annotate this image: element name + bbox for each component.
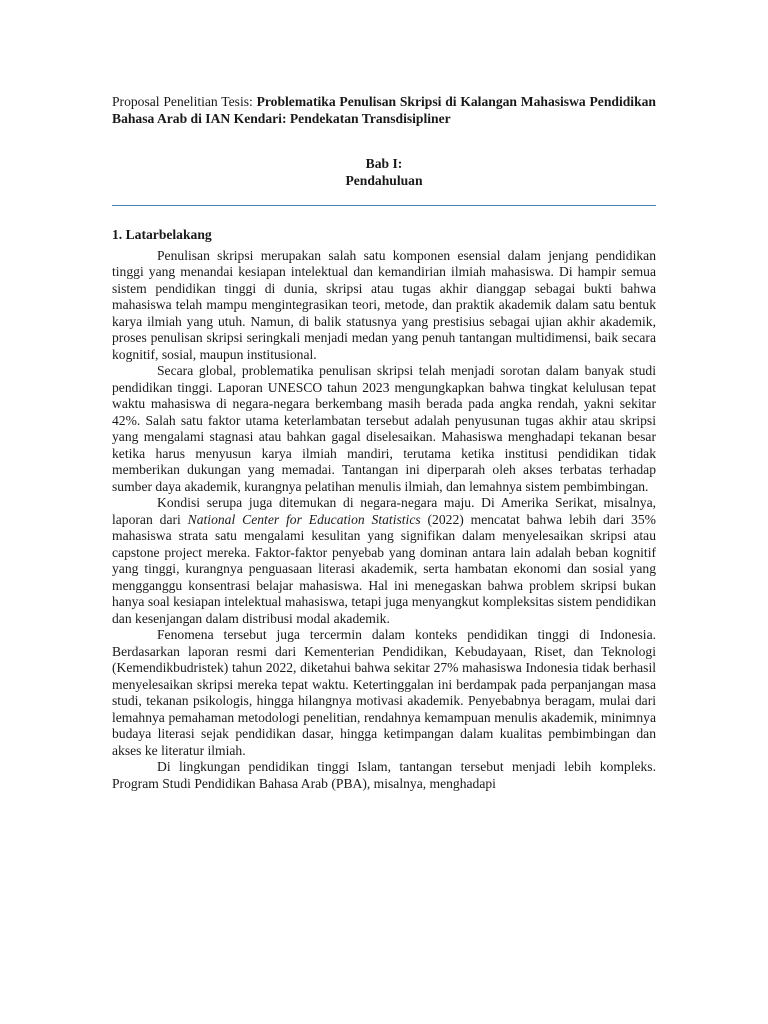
chapter-heading [112, 155, 656, 189]
heading-divider [112, 205, 656, 206]
paragraph-3-source: National Center for Education Statistics [187, 511, 421, 527]
paragraph-3 [112, 495, 656, 627]
paragraph-3-text-b: (2022) mencatat bahwa lebih dari 35% mahasiswa strata satu mengalami kesulitan yang signifikan dalam menyelesaikan skripsi atau capstone project mereka. Faktor-faktor penyebab yang dominan antara lain adalah beban kognitif yang tinggi, kurangnya penguasaan literasi akademik, serta hambatan ekonomi dan sosial yang mengganggu konsentrasi belajar mahasiswa. Hal ini menegaskan bahwa problem skripsi bukan hanya soal kesiapan intelektual mahasiswa, tetapi juga menyangkut kompleksitas sistem pendidikan dan kesenjangan dalam distribusi modal akademik. [112, 511, 656, 626]
paragraph-3-text-a: Kondisi serupa juga ditemukan di negara-negara maju. Di Amerika Serikat, misalnya, laporan dari [112, 495, 656, 527]
section-heading: 1. Latarbelakang [112, 227, 212, 242]
paragraph-1: Penulisan skripsi merupakan salah satu komponen esensial dalam jenjang pendidikan tinggi yang menandai kesiapan intelektual dan kemandirian ilmiah mahasiswa. Di hampir semua sistem pendidikan tinggi di dunia, skripsi atau tugas akhir dianggap sebagai bukti bahwa mahasiswa telah mampu mengintegrasikan teori, metode, dan praktik akademik dalam satu bentuk karya ilmiah yang utuh. Namun, di balik statusnya yang prestisius sebagai ujian akhir akademik, proses penulisan skripsi seringkali menjadi medan yang penuh tantangan multidimensi, baik secara kognitif, sosial, maupun institusional. [112, 247, 656, 362]
document-page [112, 94, 656, 792]
paragraph-5: Di lingkungan pendidikan tinggi Islam, tantangan tersebut menjadi lebih kompleks. Program Studi Pendidikan Bahasa Arab (PBA), misalnya, menghadapi [112, 759, 656, 791]
chapter-number: Bab I: [365, 156, 403, 171]
chapter-name: Pendahuluan [345, 173, 423, 188]
title-main: Problematika Penulisan Skripsi di Kalangan Mahasiswa Pendidikan Bahasa Arab di IAN Kendari: Pendekatan Transdisipliner [112, 94, 656, 126]
paragraph-2: Secara global, problematika penulisan skripsi telah menjadi sorotan dalam banyak studi pendidikan tinggi. Laporan UNESCO tahun 2023 mengungkapkan bahwa tingkat kelulusan tepat waktu mahasiswa di negara-negara berkembang masih berada pada angka rendah, yakni sekitar 42%. Salah satu faktor utama keterlambatan tersebut adalah penyusunan tugas akhir atau skripsi yang mengalami stagnasi atau bahkan gagal diselesaikan. Mahasiswa menghadapi tekanan besar ketika harus menyusun karya ilmiah mandiri, terutama ketika institusi pendidikan tidak memberikan dukungan yang memadai. Tantangan ini diperparah oleh akses terbatas terhadap sumber daya akademik, kurangnya pelatihan menulis ilmiah, dan lemahnya sistem pembimbingan. [112, 363, 656, 494]
proposal-title [112, 94, 656, 127]
title-prefix: Proposal Penelitian Tesis: [112, 94, 257, 109]
paragraph-4: Fenomena tersebut juga tercermin dalam konteks pendidikan tinggi di Indonesia. Berdasarkan laporan resmi dari Kementerian Pendidikan, Kebudayaan, Riset, dan Teknologi (Kemendikbudristek) tahun 2022, diketahui bahwa sekitar 27% mahasiswa Indonesia tidak berhasil menyelesaikan skripsi mereka tepat waktu. Ketertinggalan ini berdampak pada perpanjangan masa studi, tekanan psikologis, hingga hilangnya motivasi akademik. Penyebabnya beragam, mulai dari lemahnya pemahaman metodologi penelitian, rendahnya kemampuan menulis akademik, minimnya budaya literasi sejak pendidikan dasar, hingga ketimpangan dalam kualitas pembimbingan dan akses ke literatur ilmiah. [112, 627, 656, 758]
